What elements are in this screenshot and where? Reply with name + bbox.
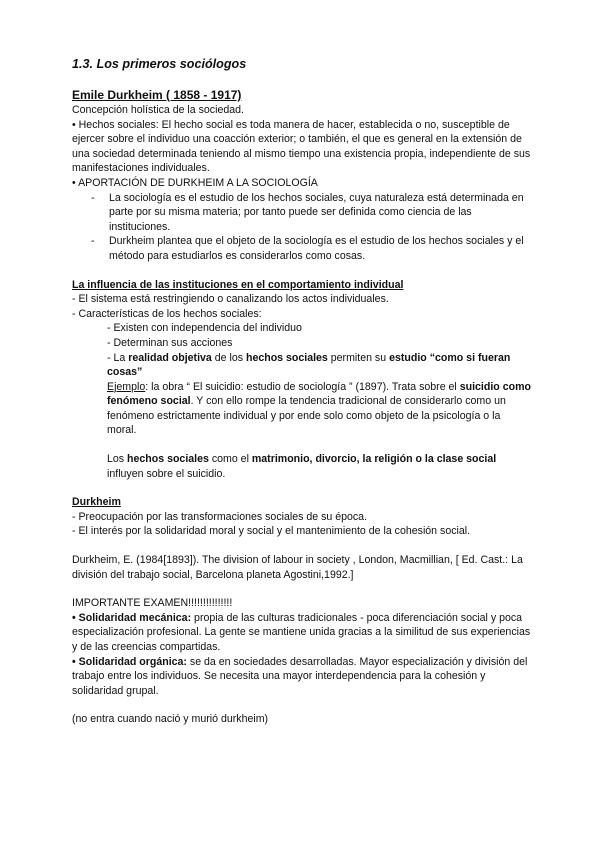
hechos-sociales-paragraph: • Hechos sociales: El hecho social es toda manera de hacer, establecida o no, susceptible de ejercer sobre el individuo una coacción exterior; o también, el que es general en la extensión de una sociedad determinada teniendo al mismo tiempo una existencia propia, independiente de sus manifestaciones individuales. [72, 118, 531, 175]
influencia-heading: La influencia de las instituciones en el comportamiento individual [72, 278, 404, 291]
ejemplo-paragraph: Ejemplo: la obra “ El suicidio: estudio de sociología ” (1897). Trata sobre el suicidio como fenómeno social. Y con ello rompe la tendencia tradicional de considerarlo como un fenómeno estrictamente individual y por ende solo como objeto de la psicología o la moral. [107, 380, 531, 437]
sistema-text: - El sistema está restringiendo o canalizando los actos individuales. [72, 293, 389, 306]
dash-marker: - [91, 235, 95, 248]
aportacion-heading: • APORTACIÓN DE DURKHEIM A LA SOCIOLOGÍA [72, 176, 318, 189]
caracteristicas-list [72, 321, 532, 481]
durkheim-subheading: Durkheim [72, 496, 121, 509]
document-content [72, 56, 532, 727]
list-item: - Existen con independencia del individuo [107, 322, 302, 335]
realidad-objetiva-item: - La realidad objetiva de los hechos sociales permiten su estudio “como si fueran cosas” [107, 351, 511, 379]
concepcion-text: Concepción holística de la sociedad. [72, 104, 244, 116]
hechos-sociales-suicidio: Los hechos sociales como el matrimonio, divorcio, la religión o la clase social influyen sobre el suicidio. [107, 453, 497, 480]
dash-marker: - [91, 191, 95, 204]
durkheim-heading: Emile Durkheim ( 1858 - 1917) [72, 88, 242, 102]
citation-text: Durkheim, E. (1984[1893]). The division of labour in society , London, Macmillian, [ Ed. Cast.: La división del trabajo social, Barcelona planeta Agostini,1992.] [72, 554, 523, 581]
caracteristicas-text: - Características de los hechos sociales: [72, 307, 262, 320]
aportacion-list [72, 191, 532, 264]
interes-text: - El interés por la solidaridad moral y social y el mantenimiento de la cohesión social. [72, 525, 471, 538]
solidaridad-mecanica: • Solidaridad mecánica: propia de las culturas tradicionales - poca diferenciación social y poca especialización profesional. La gente se mantiene unida gracias a la similitud de sus experiencias y de las creencias compartidas. [72, 611, 531, 653]
list-item: - Determinan sus acciones [107, 336, 233, 349]
list-item: - La sociología es el estudio de los hechos sociales, cuya naturaleza está determinada en parte por su misma materia; por tanto puede ser definida como ciencia de las instituciones. [91, 191, 524, 233]
list-item: - Durkheim plantea que el objeto de la sociología es el estudio de los hechos sociales y el método para estudiarlos es considerarlos como cosas. [91, 235, 524, 262]
section-title: 1.3. Los primeros sociólogos [72, 57, 247, 71]
nota-text: (no entra cuando nació y murió durkheim) [72, 713, 269, 726]
solidaridad-organica: • Solidaridad orgánica: se da en sociedades desarrolladas. Mayor especialización y división del trabajo entre los individuos. Se necesita una mayor interdependencia para la cohesión y solidaridad grupal. [72, 655, 528, 697]
preocupacion-text: - Preocupación por las transformaciones sociales de su época. [72, 510, 368, 523]
importante-text: IMPORTANTE EXAMEN!!!!!!!!!!!!!!! [72, 597, 233, 610]
